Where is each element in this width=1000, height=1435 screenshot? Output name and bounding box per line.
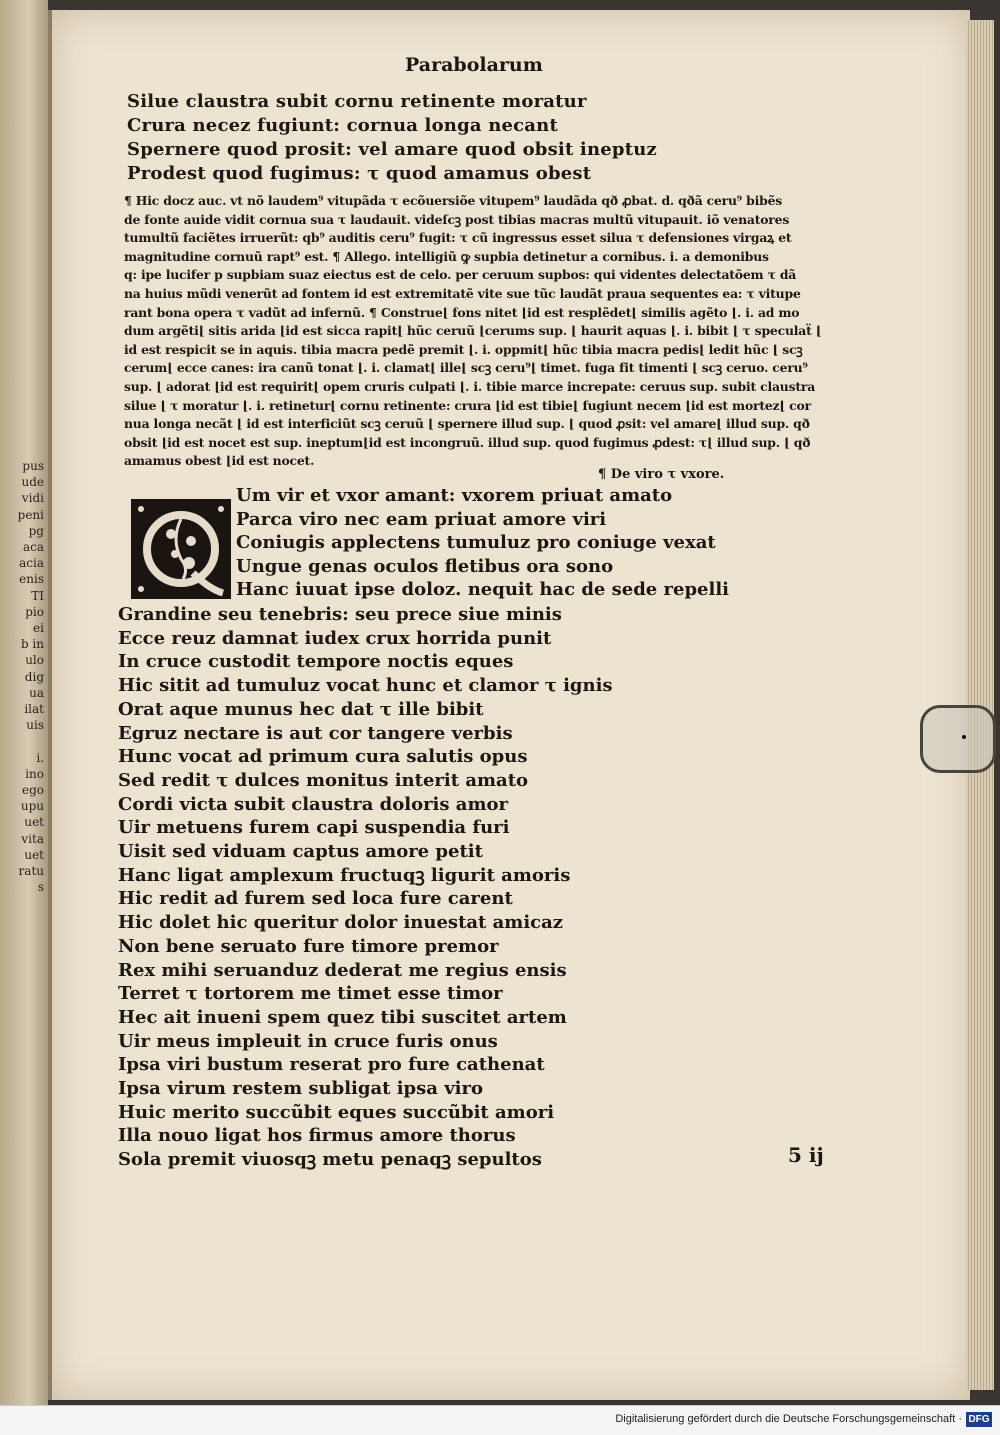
- commentary-line: amamus obest ⌊id est nocet.: [124, 453, 315, 469]
- left-margin-fragment: peni: [17, 507, 44, 522]
- left-margin-fragment: TI: [31, 588, 44, 603]
- commentary-line: de fonte auide vidit cornua sua τ laudauit. videſcꝫ post tibias macras multũ vitupauit. iõ venatores: [124, 211, 790, 227]
- footer-bar: [0, 1405, 1000, 1435]
- verse-line: Sed redit τ dulces monitus interit amato: [118, 769, 529, 791]
- verse-line: Uir metuens furem capi suspendia furi: [118, 817, 510, 839]
- left-margin-fragment: pio: [25, 604, 44, 619]
- verse-line: Hanc ligat amplexum fructuqꝫ ligurit amoris: [118, 864, 571, 886]
- verse-line: Cordi victa subit claustra doloris amor: [118, 793, 508, 815]
- verse-line: Hic dolet hic queritur dolor inuestat amicaz: [118, 912, 564, 934]
- verse-line: Hunc vocat ad primum cura salutis opus: [118, 746, 528, 768]
- verse-line: Hic redit ad furem sed loca fure carent: [118, 888, 513, 910]
- verse-line: Sola premit viuosqꝫ metu penaqꝫ sepultos: [118, 1149, 542, 1171]
- left-margin-fragment: vita: [21, 831, 44, 846]
- folio-signature: 5 ij: [788, 1143, 824, 1167]
- commentary-line: obsit ⌊id est nocet est sup. ineptum⌊id est incongruũ. illud sup. quod fugimus ꝓdest: τ⌊ illud sup. ⌊ qð: [124, 434, 811, 450]
- verse-line: Coniugis applectens tumuluz pro coniuge vexat: [236, 532, 716, 554]
- verse-line: Hanc iuuat ipse doloz. nequit hac de sede repelli: [236, 579, 729, 601]
- verse-top-block: [127, 90, 657, 186]
- verse-line: Spernere quod prosit: vel amare quod obsit ineptuz: [127, 139, 657, 160]
- commentary-line: ¶ Hic docz auc. vt nõ laudem⁹ vitupãda τ ecõuersiõe vitupem⁹ laudãda qð ꝓbat. d. qðã ceru⁹ bibẽs: [124, 193, 783, 208]
- left-margin-fragment: dig: [24, 669, 44, 684]
- commentary-line: na huius mũdi venerũt ad fontem id est extremitatẽ vite sue tũc laudãt praua sequentes ea: τ vitupe: [124, 285, 801, 301]
- left-margin-fragment: aca: [22, 540, 44, 555]
- verse-line: Hec ait inueni spem quez tibi suscitet artem: [118, 1006, 567, 1028]
- verse-indented-block: [236, 484, 729, 602]
- verse-line: Rex mihi seruanduz dederat me regius ensis: [118, 959, 567, 981]
- left-margin-fragment: uet: [24, 815, 44, 830]
- verse-line: Huic merito succũbit eques succũbit amori: [118, 1101, 555, 1123]
- left-margin-fragment: uet: [24, 847, 44, 862]
- left-margin-fragment: vidi: [21, 491, 44, 506]
- verse-line: In cruce custodit tempore noctis eques: [118, 651, 514, 673]
- left-margin-fragment: acia: [19, 556, 44, 571]
- verse-line: Grandine seu tenebris: seu prece siue minis: [118, 604, 562, 625]
- verse-line: Egruz nectare is aut cor tangere verbis: [118, 722, 513, 744]
- left-margin-fragment: uis: [26, 718, 44, 733]
- verse-line: Non bene seruato fure timore premor: [118, 935, 499, 957]
- commentary-line: q: ipe lucifer p supbiam suaz eiectus est de celo. per ceruum supbos: qui videntes delectatõem τ dã: [124, 267, 797, 283]
- verse-line: Prodest quod fugimus: τ quod amamus obest: [127, 163, 592, 184]
- left-margin-fragment: ratu: [18, 864, 44, 879]
- commentary-line: rant bona opera τ vadũt ad infernũ. ¶ Construe⌊ fons nitet ⌊id est resplẽdet⌊ similis agẽto ⌊. i. ad mo: [124, 304, 800, 320]
- verse-line: Illa nouo ligat hos firmus amore thorus: [118, 1125, 516, 1147]
- page-clip: [920, 705, 996, 773]
- left-margin-fragment: enis: [19, 572, 44, 587]
- footer-credit: Digitalisierung gefördert durch die Deutsche Forschungsgemeinschaft ·: [615, 1413, 962, 1425]
- left-margin-fragment: ulo: [25, 653, 44, 668]
- verse-line: Terret τ tortorem me timet esse timor: [118, 983, 503, 1005]
- left-margin-fragment: ua: [29, 685, 44, 700]
- left-margin-fragment: s: [37, 880, 44, 895]
- left-margin-fragment: ude: [21, 475, 44, 490]
- left-margin-fragment: ilat: [24, 702, 44, 717]
- left-margin-fragment: b in: [20, 637, 44, 652]
- decorated-initial-q: [131, 499, 231, 599]
- left-margin-fragment: [2, 733, 46, 749]
- left-margin-fragment: i.: [36, 750, 44, 765]
- commentary-line: tumultũ faciẽtes irruerũt: qb⁹ auditis ceru⁹ fugit: τ cũ ingressus esset silua τ defensiones virgaꝝ et: [124, 230, 792, 246]
- dfg-logo: DFG: [966, 1412, 992, 1427]
- verse-line: Silue claustra subit cornu retinente moratur: [127, 91, 587, 112]
- commentary-line: dum argẽti⌊ sitis arida ⌊id est sicca rapit⌊ hũc ceruũ ⌊cerums sup. ⌊ haurit aquas ⌊. i. bibit ⌊ τ speculaẗ ⌊: [124, 323, 822, 339]
- verse-line: Um vir et vxor amant: vxorem priuat amato: [236, 485, 673, 506]
- left-margin-fragment: pg: [28, 523, 44, 538]
- commentary-line: magnitudine cornuũ rapt⁹ est. ¶ Allego. intelligiũ ꝙ supbia detinetur a cornibus. i. a demonibus: [124, 248, 769, 264]
- verse-line: Uir meus impleuit in cruce furis onus: [118, 1030, 498, 1052]
- commentary-line: sup. ⌊ adorat ⌊id est requirit⌊ opem cruris culpati ⌊. i. tibie marce increpate: ceruus sup. subit claustra: [124, 378, 816, 394]
- section-heading: ¶ De viro τ vxore.: [598, 467, 725, 482]
- verse-line: Ipsa virum restem subligat ipsa viro: [118, 1078, 483, 1100]
- left-margin-fragment: ino: [25, 766, 44, 781]
- left-margin-fragment: upu: [20, 799, 44, 814]
- left-margin-fragment: ei: [33, 621, 44, 636]
- running-head: Parabolarum: [405, 54, 543, 76]
- verse-line: Crura necez fugiunt: cornua longa necant: [127, 115, 558, 136]
- verse-line: Ungue genas oculos fletibus ora sono: [236, 555, 614, 577]
- commentary-line: nua longa necãt ⌊ id est interficiũt scꝫ ceruũ ⌊ spernere illud sup. ⌊ quod ꝓsit: vel amare⌊ illud sup. qð: [124, 416, 810, 432]
- adjacent-left-page: [0, 0, 48, 1405]
- decorated-initial: [131, 499, 231, 599]
- commentary-line: cerum⌊ ecce canes: ira canũ tonat ⌊. i. clamat⌊ ille⌊ scꝫ ceru⁹⌊ timet. fuga fit timenti ⌊ scꝫ ceruo. ceru⁹: [124, 360, 808, 376]
- left-page-margin-text: [2, 458, 46, 895]
- commentary-line: silue ⌊ τ moratur ⌊. i. retinetur⌊ cornu retinente: crura ⌊id est tibie⌊ fugiunt necem ⌊id est mortez⌊ cor: [124, 397, 811, 413]
- verse-line: Orat aque munus hec dat τ ille bibit: [118, 698, 484, 720]
- left-margin-fragment: pus: [22, 459, 44, 473]
- verse-line: Ipsa viri bustum reserat pro fure cathenat: [118, 1054, 545, 1076]
- commentary-block: [124, 192, 879, 471]
- clip-dot: [962, 735, 966, 739]
- commentary-line: id est respicit se in aquis. tibia macra pedẽ premit ⌊. i. oppmit⌊ hũc tibia macra pedis⌊ ledit hũc ⌊ scꝫ: [124, 341, 803, 357]
- verse-line: Uisit sed viduam captus amore petit: [118, 841, 483, 863]
- verse-main-block: [118, 603, 613, 1172]
- left-margin-fragment: ego: [21, 783, 44, 798]
- verse-line: Parca viro nec eam priuat amore viri: [236, 508, 607, 530]
- verse-line: Hic sitit ad tumuluz vocat hunc et clamor τ ignis: [118, 675, 613, 697]
- verse-line: Ecce reuz damnat iudex crux horrida punit: [118, 627, 552, 649]
